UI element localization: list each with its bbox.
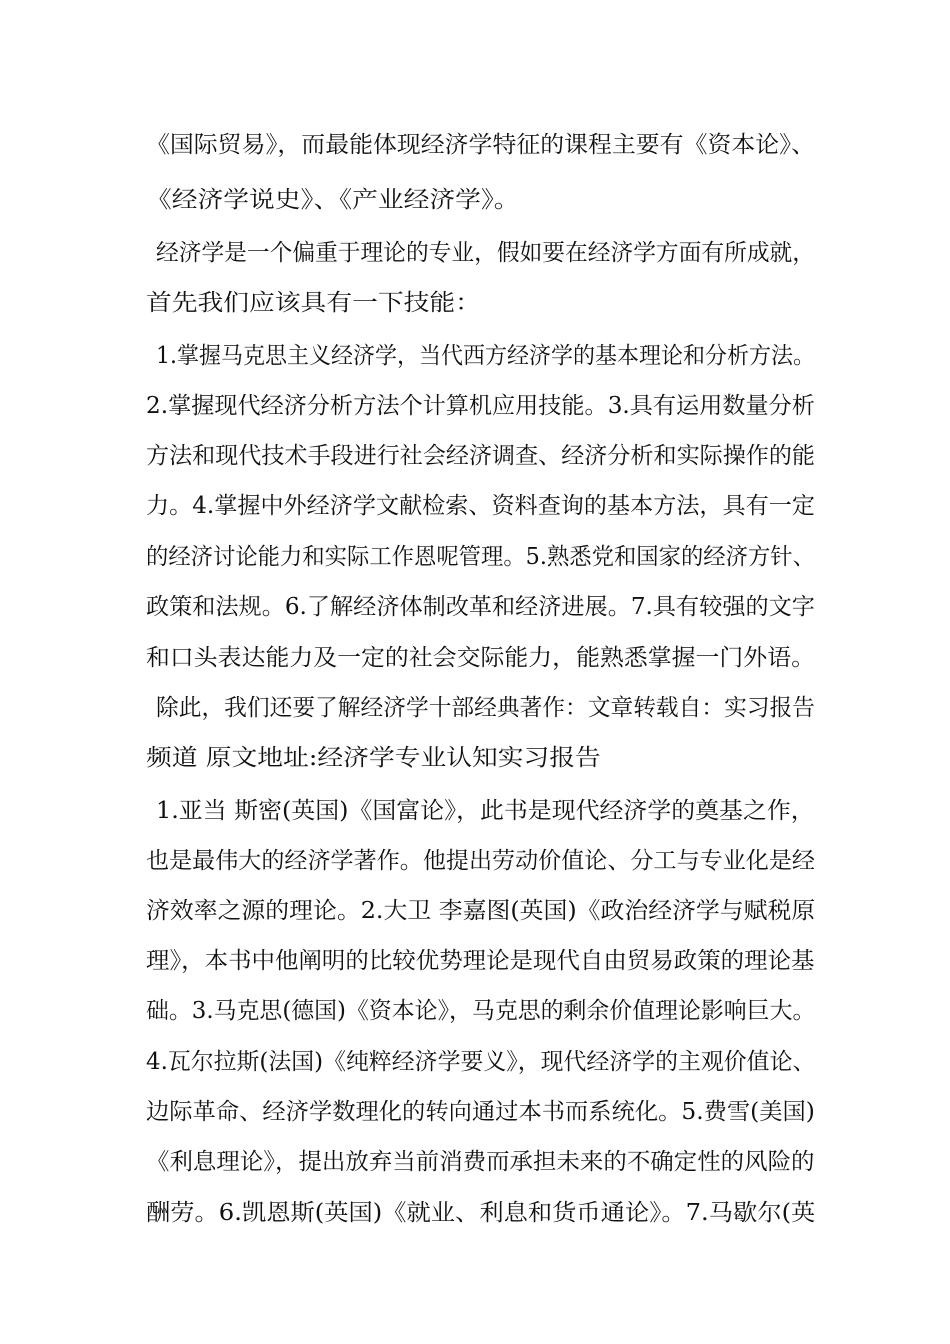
text-line: 除此，我们还要了解经济学十部经典著作：文章转载自：实习报告 [156,695,815,721]
text-line: 经济学是一个偏重于理论的专业，假如要在经济学方面有所成就， [156,240,815,266]
text-line: 2.掌握现代经济分析方法个计算机应用技能。3.具有运用数量分析 [146,393,815,419]
text-line: 的经济讨论能力和实际工作恩呢管理。5.熟悉党和国家的经济方针、 [146,544,815,570]
text-line: 方法和现代技术手段进行社会经济调查、经济分析和实际操作的能 [146,443,816,469]
text-line: 《国际贸易》，而最能体现经济学特征的课程主要有《资本论》、 [146,132,815,158]
text-line: 也是最伟大的经济学著作。他提出劳动价值论、分工与专业化是经 [146,848,816,874]
text-line: 《经济学说史》、《产业经济学》。 [146,187,520,213]
text-line: 频道 原文地址:经济学专业认知实习报告 [146,745,601,771]
text-line: 力。4.掌握中外经济学文献检索、资料查询的基本方法，具有一定 [146,493,815,519]
text-line: 4.瓦尔拉斯(法国)《纯粹经济学要义》，现代经济学的主观价值论、 [146,1049,816,1075]
text-line: 理》，本书中他阐明的比较优势理论是现代自由贸易政策的理论基 [146,948,815,974]
text-line: 础。3.马克思(德国)《资本论》，马克思的剩余价值理论影响巨大。 [146,998,816,1024]
text-line: 酬劳。6.凯恩斯(英国)《就业、利息和货币通论》。7.马歇尔(英 [146,1200,816,1226]
text-line: 政策和法规。6.了解经济体制改革和经济进展。7.具有较强的文字 [146,594,815,620]
text-line: 济效率之源的理论。2.大卫 李嘉图(英国)《政治经济学与赋税原 [146,898,816,924]
text-line: 1.亚当 斯密(英国)《国富论》，此书是现代经济学的奠基之作， [156,798,815,824]
text-line: 和口头表达能力及一定的社会交际能力，能熟悉掌握一门外语。 [146,645,815,671]
text-line: 首先我们应该具有一下技能： [146,290,481,316]
text-line: 1.掌握马克思主义经济学，当代西方经济学的基本理论和分析方法。 [156,343,815,369]
text-line: 边际革命、经济学数理化的转向通过本书而系统化。5.费雪(美国) [146,1099,815,1125]
text-line: 《利息理论》，提出放弃当前消费而承担未来的不确定性的风险的 [146,1149,815,1175]
